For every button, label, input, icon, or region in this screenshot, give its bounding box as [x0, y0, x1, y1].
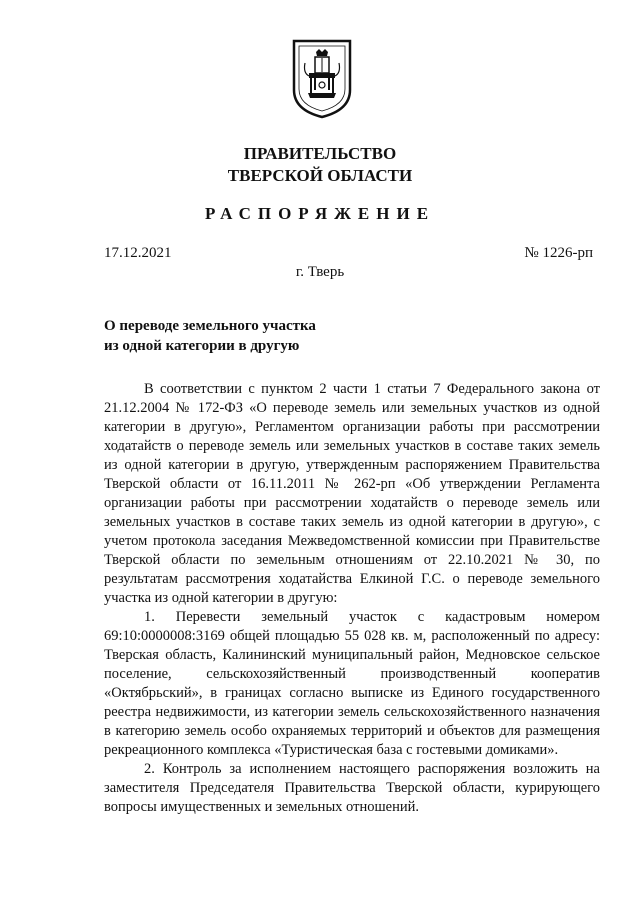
government-name-line2: ТВЕРСКОЙ ОБЛАСТИ: [227, 166, 413, 185]
document-type: РАСПОРЯЖЕНИЕ: [204, 204, 436, 223]
coat-of-arms-icon: [291, 38, 353, 120]
subject-line2: из одной категории в другую: [104, 338, 300, 354]
preamble-paragraph: В соответствии с пунктом 2 части 1 статьи 7 Федерального закона от 21.12.2004 № 172-ФЗ «О переводе земель или земельных участков из одной категории в другую», Регламентом организации работы при рассмотрении ходатайств о переводе земель или земельных участков в составе таких земель из одной категории в другую, утвержденным распоряжением Правительства Тверской области от 16.11.2011 № 262-рп «Об утверждении Регламента организации работы при рассмотрении ходатайств о переводе земель или земельных участков в составе таких земель из одной категории в другую», с учетом протокола заседания Межведомственной комиссии при Правительстве Тверской области по земельным отношениям от 22.10.2021 № 30, по результатам рассмотрения ходатайства Елкиной Г.С. о переводе земельного участка из одной категории в другую:: [104, 381, 600, 606]
order-item-2: 2. Контроль за исполнением настоящего распоряжения возложить на заместителя Председателя Правительства Тверской области, курирующего вопросы имущественных и земельных отношений.: [104, 761, 600, 815]
subject-line1: О переводе земельного участка: [104, 318, 316, 334]
document-number: № 1226-рп: [524, 245, 593, 261]
document-body: [104, 380, 600, 817]
document-subject: [104, 316, 316, 356]
order-item-1: 1. Перевести земельный участок с кадастровым номером 69:10:0000008:3169 общей площадью 55 028 кв. м, расположенный по адресу: Тверская область, Калининский муниципальный район, Медновское сельское поселение, сельскохозяйственный производственный кооператив «Октябрьский», в границах согласно выписке из Единого государственного реестра недвижимости, из категории земель сельскохозяйственного назначения в категорию земель особо охраняемых территорий и объектов для размещения рекреационного комплекса «Туристическая база с гостевыми домиками».: [104, 609, 600, 758]
government-name: [0, 143, 640, 187]
document-date: 17.12.2021: [104, 245, 172, 261]
government-name-line1: ПРАВИТЕЛЬСТВО: [243, 144, 397, 163]
document-city: г. Тверь: [295, 264, 345, 280]
